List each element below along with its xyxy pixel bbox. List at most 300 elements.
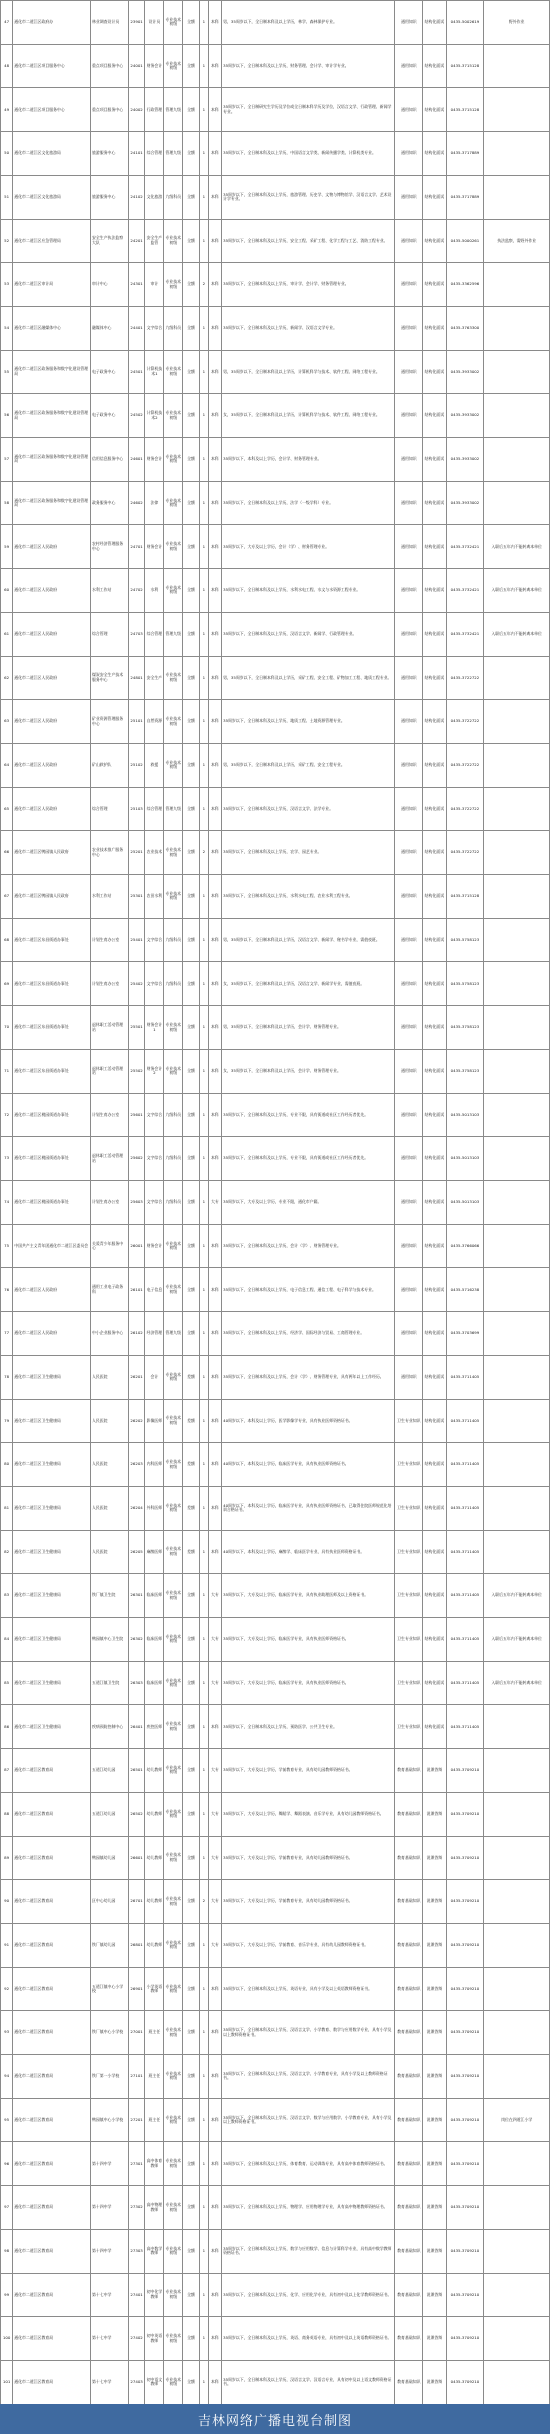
requirements-cell: 35周岁以下，全日制本科及以上学历，安全工程、采矿工程、化学工程与工艺、消防工程专业。 [222,219,395,263]
position-category-cell: 专业技术初级 [164,1399,183,1443]
position-dept-cell: 退休职工活动管理站 [91,1049,129,1093]
remarks-cell [484,962,550,1006]
requirements-cell: 35周岁以下，全日制本科及以上学历，财务管理、会计学、审计学专业。 [222,44,395,88]
unit-name-cell: 通化市二道江区东昌街道办事处 [13,962,91,1006]
funding-form-cell: 全额 [183,831,200,875]
funding-form-cell: 全额 [183,1618,200,1662]
requirements-cell: 35周岁以下，大专及以上学历，学前教育、音乐学专业，具有幼儿园教师资格证书。 [222,1923,395,1967]
table-row [1,1312,550,1356]
education-cell: 本科 [208,1443,221,1487]
row-number-cell: 79 [1,1399,13,1443]
position-dept-cell: 关爱青少年服务中心 [91,1224,129,1268]
exam-subject-cell: 通用知识 [395,612,423,656]
requirements-cell: 35周岁以下，大专及以上学历，会计（学）、财务管理专业。 [222,525,395,569]
position-dept-cell: 第十四中学 [91,2186,129,2230]
row-number-cell: 99 [1,2273,13,2317]
position-dept-cell: 重点项目服务中心 [91,44,129,88]
remarks-cell: 入职后五年内不能转离本单位 [484,569,550,613]
position-dept-cell: 审计中心 [91,263,129,307]
position-category-cell: 专业技术初级 [164,1443,183,1487]
exam-subject-cell: 教育基础知识 [395,1749,423,1793]
funding-form-cell: 全额 [183,962,200,1006]
funding-form-cell: 全额 [183,1705,200,1749]
position-dept-cell: 第十四中学 [91,2229,129,2273]
table-row [1,918,550,962]
interview-method-cell: 说课答辩 [423,1792,446,1836]
education-cell: 本科 [208,656,221,700]
row-number-cell: 77 [1,1312,13,1356]
position-type-cell: 临床医师 [145,1661,164,1705]
education-cell: 本科 [208,569,221,613]
funding-form-cell: 全额 [183,1836,200,1880]
position-type-cell: 幼儿教师 [145,1792,164,1836]
remarks-cell [484,2055,550,2099]
interview-method-cell: 说课答辩 [423,2011,446,2055]
table-row [1,612,550,656]
remarks-cell: 入职后五年内不能转离本单位 [484,1661,550,1705]
position-dept-cell: 退休职工活动管理站 [91,1006,129,1050]
exam-subject-cell: 通用知识 [395,787,423,831]
funding-form-cell: 全额 [183,1880,200,1924]
row-number-cell: 72 [1,1093,13,1137]
hire-count-cell: 1 [199,1836,208,1880]
hire-count-cell: 1 [199,569,208,613]
requirements-cell: 女，35周岁以下，全日制本科及以上学历，计算机科学与技术、软件工程、网络工程专业。 [222,394,395,438]
position-type-cell: 班主任 [145,2011,164,2055]
position-type-cell: 幼儿教师 [145,1923,164,1967]
unit-name-cell: 通化市二道江区文化旅游局 [13,132,91,176]
table-row [1,1355,550,1399]
requirements-cell: 35周岁以下，大专及以上学历，舞蹈学、舞蹈表演、音乐学专业，具有幼儿园教师资格证书。 [222,1792,395,1836]
requirements-cell: 35周岁以下，本科及以上学历，会计学、财务管理专业。 [222,438,395,482]
hire-count-cell: 1 [199,918,208,962]
remarks-cell [484,1180,550,1224]
contact-phone-cell: 0435-3709210 [446,2186,484,2230]
position-type-cell: 经济管理 [145,1312,164,1356]
position-dept-cell: 水利工作站 [91,569,129,613]
position-category-cell: 专业技术初级 [164,1049,183,1093]
contact-phone-cell: 0435-3711405 [446,1618,484,1662]
interview-method-cell: 结构化面试 [423,1224,446,1268]
table-row [1,1836,550,1880]
position-type-cell: 高中物理教师 [145,2186,164,2230]
interview-method-cell: 说课答辩 [423,2098,446,2142]
position-type-cell: 农田水利 [145,875,164,919]
position-type-cell: 文字综合 [145,1137,164,1181]
position-dept-cell: 铁厂镇中心小学校 [91,2011,129,2055]
contact-phone-cell: 0435-3722722 [446,700,484,744]
education-cell: 本科 [208,1399,221,1443]
hire-count-cell: 1 [199,1618,208,1662]
education-cell: 本科 [208,2360,221,2404]
row-number-cell: 55 [1,350,13,394]
position-dept-cell: 人民医院 [91,1443,129,1487]
unit-name-cell: 通化市二道江区人民政府 [13,612,91,656]
education-cell: 本科 [208,175,221,219]
table-row [1,525,550,569]
position-dept-cell: 鸭园镇中心卫生院 [91,1618,129,1662]
exam-subject-cell: 通用知识 [395,1137,423,1181]
row-number-cell: 96 [1,2142,13,2186]
row-number-cell: 62 [1,656,13,700]
exam-subject-cell: 通用知识 [395,132,423,176]
unit-name-cell: 通化市二道江区项目服务中心 [13,88,91,132]
hire-count-cell: 1 [199,2098,208,2142]
requirements-cell: 35周岁以下，全日制本科及以上学历，汉语言文学、汉语言专业，具有初中及以上语文教师资格证书。 [222,2360,395,2404]
remarks-cell [484,1792,550,1836]
hire-count-cell: 1 [199,700,208,744]
unit-name-cell: 通化市二道江区教育局 [13,2273,91,2317]
exam-subject-cell: 教育基础知识 [395,1923,423,1967]
table-row [1,1880,550,1924]
row-number-cell: 63 [1,700,13,744]
row-number-cell: 86 [1,1705,13,1749]
exam-subject-cell: 卫生专业知识 [395,1399,423,1443]
education-cell: 本科 [208,743,221,787]
requirements-cell: 35周岁以下，全日制本科及以上学历，专业不限，具有街道或社区工作经历者优先。 [222,1137,395,1181]
table-row [1,1661,550,1705]
position-type-cell: 行政管理 [145,88,164,132]
education-cell: 本科 [208,1049,221,1093]
row-number-cell: 93 [1,2011,13,2055]
funding-form-cell: 全额 [183,1093,200,1137]
remarks-cell [484,88,550,132]
remarks-cell [484,700,550,744]
row-number-cell: 65 [1,787,13,831]
row-number-cell: 73 [1,1137,13,1181]
remarks-cell [484,2273,550,2317]
remarks-cell: 入职后五年内不能转离本单位 [484,1574,550,1618]
position-type-cell: 安全生产 [145,656,164,700]
position-code-cell: 26203 [128,1443,145,1487]
funding-form-cell: 全额 [183,1137,200,1181]
table-row [1,1792,550,1836]
hire-count-cell: 1 [199,2360,208,2404]
table-row [1,1530,550,1574]
interview-method-cell: 结构化面试 [423,263,446,307]
contact-phone-cell: 0435-3709210 [446,2055,484,2099]
contact-phone-cell: 0435-3758123 [446,1049,484,1093]
exam-subject-cell: 卫生专业知识 [395,1618,423,1662]
exam-subject-cell: 教育基础知识 [395,2360,423,2404]
interview-method-cell: 说课答辩 [423,2186,446,2230]
position-type-cell: 影像医师 [145,1399,164,1443]
exam-subject-cell: 通用知识 [395,1180,423,1224]
exam-subject-cell: 教育基础知识 [395,2142,423,2186]
row-number-cell: 61 [1,612,13,656]
position-code-cell: 26601 [128,1836,145,1880]
row-number-cell: 101 [1,2360,13,2404]
education-cell: 大专 [208,1923,221,1967]
row-number-cell: 60 [1,569,13,613]
exam-subject-cell: 卫生专业知识 [395,1486,423,1530]
requirements-cell: 35周岁以下，大专及以上学历，临床医学专业，具有执业助理医师及以上资格证书。 [222,1574,395,1618]
interview-method-cell: 结构化面试 [423,1618,446,1662]
requirements-cell: 35周岁以下，全日制本科及以上学历，体育教育、运动训练专业，具有高中体育教师资格证书。 [222,2142,395,2186]
position-code-cell: 24601 [128,438,145,482]
education-cell: 本科 [208,1268,221,1312]
position-type-cell: 文化旅游 [145,175,164,219]
exam-subject-cell: 通用知识 [395,1312,423,1356]
requirements-cell: 35周岁以下，全日制本科及以上学历，经济学、国际经济与贸易、工商管理专业。 [222,1312,395,1356]
position-code-cell: 27401 [128,2273,145,2317]
unit-name-cell: 通化市二道江区政务服务和数字化建设管理局 [13,350,91,394]
position-type-cell: 电子信息 [145,1268,164,1312]
hire-count-cell: 1 [199,1312,208,1356]
education-cell: 本科 [208,2142,221,2186]
position-type-cell: 高中体育教师 [145,2142,164,2186]
position-dept-cell: 计划生育办公室 [91,1180,129,1224]
requirements-cell: 35周岁以下，全日制本科及以上学历，会计（学）、财务管理专业，具有两年以上工作经历。 [222,1355,395,1399]
position-dept-cell: 信用信息服务中心 [91,438,129,482]
funding-form-cell: 全额 [183,2142,200,2186]
exam-subject-cell: 通用知识 [395,1224,423,1268]
contact-phone-cell: 0435-3722722 [446,743,484,787]
requirements-cell: 40周岁以下，本科及以上学历，临床医学专业，具有执业医师资格证书，已取得住院医师规范化培训合格证书。 [222,1486,395,1530]
position-category-cell: 专业技术初级 [164,1574,183,1618]
education-cell: 本科 [208,44,221,88]
position-type-cell: 麻醉医师 [145,1530,164,1574]
row-number-cell: 94 [1,2055,13,2099]
interview-method-cell: 说课答辩 [423,2273,446,2317]
row-number-cell: 67 [1,875,13,919]
row-number-cell: 89 [1,1836,13,1880]
requirements-cell: 35周岁以下，全日制本科及以上学历，会计（学）、财务管理专业。 [222,1224,395,1268]
position-category-cell: 管理九级 [164,612,183,656]
position-type-cell: 初中英语教师 [145,2317,164,2361]
interview-method-cell: 结构化面试 [423,1486,446,1530]
position-type-cell: 计算机技术1 [145,350,164,394]
position-code-cell: 24401 [128,306,145,350]
position-dept-cell: 政务服务中心 [91,481,129,525]
unit-name-cell: 通化市二道江区卫生健康局 [13,1530,91,1574]
contact-phone-cell: 0435-3933002 [446,350,484,394]
position-dept-cell: 五道江镇中心小学校 [91,1967,129,2011]
hire-count-cell: 1 [199,1705,208,1749]
requirements-cell: 男，35周岁以下，全日制本科及以上学历，计算机科学与技术、软件工程、网络工程专业。 [222,350,395,394]
position-code-cell: 25103 [128,787,145,831]
education-cell: 本科 [208,1486,221,1530]
remarks-cell [484,875,550,919]
position-type-cell: 初中语文教师 [145,2360,164,2404]
requirements-cell: 40周岁以下，本科及以上学历，麻醉学、临床医学专业，具有执业医师资格证书。 [222,1530,395,1574]
exam-subject-cell: 教育基础知识 [395,1967,423,2011]
position-dept-cell: 五道江幼儿园 [91,1749,129,1793]
interview-method-cell: 结构化面试 [423,219,446,263]
position-category-cell: 九级科员 [164,1180,183,1224]
funding-form-cell: 差额 [183,1530,200,1574]
hire-count-cell: 1 [199,2186,208,2230]
position-category-cell: 专业技术初级 [164,1661,183,1705]
education-cell: 本科 [208,1224,221,1268]
hire-count-cell: 1 [199,1661,208,1705]
table-row [1,1093,550,1137]
table-row [1,1443,550,1487]
remarks-cell [484,44,550,88]
hire-count-cell: 1 [199,1530,208,1574]
education-cell: 本科 [208,875,221,919]
interview-method-cell: 说课答辩 [423,1923,446,1967]
remarks-cell [484,1443,550,1487]
exam-subject-cell: 卫生专业知识 [395,1574,423,1618]
exam-subject-cell: 通用知识 [395,656,423,700]
position-type-cell: 综合管理 [145,612,164,656]
contact-phone-cell: 0435-3709210 [446,1923,484,1967]
requirements-cell: 35周岁以下，全日制本科及以上学历，水利水电工程、水文与水资源工程专业。 [222,569,395,613]
contact-phone-cell: 0435-3732421 [446,525,484,569]
funding-form-cell: 全额 [183,2360,200,2404]
unit-name-cell: 通化市二道江区教育局 [13,1923,91,1967]
funding-form-cell: 全额 [183,1006,200,1050]
position-code-cell: 25201 [128,831,145,875]
contact-phone-cell: 0435-3703699 [446,1312,484,1356]
table-row [1,88,550,132]
position-code-cell: 25301 [128,875,145,919]
table-row [1,1705,550,1749]
contact-phone-cell: 0435-3709210 [446,2317,484,2361]
education-cell: 本科 [208,438,221,482]
footer-brand-text: 吉林网络广播电视台制图 [197,2412,352,2428]
exam-subject-cell: 通用知识 [395,175,423,219]
row-number-cell: 71 [1,1049,13,1093]
hire-count-cell: 1 [199,1049,208,1093]
hire-count-cell: 1 [199,2317,208,2361]
table-row [1,656,550,700]
position-category-cell: 专业技术初级 [164,656,183,700]
position-category-cell: 专业技术初级 [164,1006,183,1050]
interview-method-cell: 结构化面试 [423,831,446,875]
position-code-cell: 26204 [128,1486,145,1530]
interview-method-cell: 结构化面试 [423,481,446,525]
exam-subject-cell: 通用知识 [395,88,423,132]
exam-subject-cell: 通用知识 [395,1268,423,1312]
position-dept-cell: 安全生产执法监察大队 [91,219,129,263]
interview-method-cell: 结构化面试 [423,1180,446,1224]
remarks-cell [484,306,550,350]
funding-form-cell: 全额 [183,438,200,482]
hire-count-cell: 1 [199,1443,208,1487]
contact-phone-cell: 0435-3709210 [446,2142,484,2186]
hire-count-cell: 1 [199,1,208,45]
interview-method-cell: 结构化面试 [423,1355,446,1399]
requirements-cell: 35周岁以下，全日制本科及以上学历，汉语言文学、小学教育、数学与应用数学专业，具有小学及以上教师资格证书。 [222,2011,395,2055]
education-cell: 本科 [208,700,221,744]
table-row [1,175,550,219]
interview-method-cell: 结构化面试 [423,918,446,962]
position-code-cell: 25402 [128,962,145,1006]
exam-subject-cell: 通用知识 [395,438,423,482]
interview-method-cell: 结构化面试 [423,1661,446,1705]
position-category-cell: 九级科员 [164,1093,183,1137]
remarks-cell: 岗位在四道江小学 [484,2098,550,2142]
education-cell: 本科 [208,2317,221,2361]
unit-name-cell: 通化市二道江区卫生健康局 [13,1486,91,1530]
requirements-cell: 35周岁以下，大专及以上学历，临床医学专业，具有执业医师资格证书。 [222,1618,395,1662]
remarks-cell [484,1399,550,1443]
hire-count-cell: 1 [199,875,208,919]
contact-phone-cell: 0435-5000261 [446,219,484,263]
exam-subject-cell: 通用知识 [395,875,423,919]
contact-phone-cell: 0435-3763300 [446,306,484,350]
position-code-cell: 24501 [128,350,145,394]
funding-form-cell: 全额 [183,656,200,700]
education-cell: 本科 [208,2229,221,2273]
requirements-cell: 35周岁以下，大专及以上学历，专业不限，通化市户籍。 [222,1180,395,1224]
remarks-cell [484,2229,550,2273]
unit-name-cell: 通化市二道江区教育局 [13,2055,91,2099]
position-category-cell: 专业技术初级 [164,1530,183,1574]
hire-count-cell: 1 [199,394,208,438]
education-cell: 本科 [208,2273,221,2317]
education-cell: 本科 [208,132,221,176]
position-dept-cell: 区中心幼儿园 [91,1880,129,1924]
exam-subject-cell: 通用知识 [395,569,423,613]
funding-form-cell: 全额 [183,1312,200,1356]
requirements-cell: 35周岁以下，全日制本科及以上学历，审计学、会计学、财务管理专业。 [222,263,395,307]
unit-name-cell: 通化市二道江区应急管理局 [13,219,91,263]
row-number-cell: 80 [1,1443,13,1487]
position-code-cell: 25502 [128,1049,145,1093]
remarks-cell [484,918,550,962]
contact-phone-cell: 0435-3709210 [446,1836,484,1880]
hire-count-cell: 1 [199,525,208,569]
funding-form-cell: 全额 [183,2186,200,2230]
contact-phone-cell: 0435-3933002 [446,438,484,482]
position-category-cell: 九级科员 [164,962,183,1006]
funding-form-cell: 全额 [183,1049,200,1093]
position-category-cell: 专业技术初级 [164,394,183,438]
contact-phone-cell: 0435-5716238 [446,1268,484,1312]
contact-phone-cell: 0435-3711405 [446,1355,484,1399]
interview-method-cell: 说课答辩 [423,1880,446,1924]
contact-phone-cell: 0435-3711405 [446,1399,484,1443]
position-code-cell: 26201 [128,1355,145,1399]
exam-subject-cell: 通用知识 [395,219,423,263]
remarks-cell [484,1705,550,1749]
position-type-cell: 幼儿教师 [145,1749,164,1793]
table-row [1,2055,550,2099]
remarks-cell [484,1880,550,1924]
table-row [1,569,550,613]
position-category-cell: 专业技术初级 [164,569,183,613]
table-row [1,1,550,45]
funding-form-cell: 全额 [183,88,200,132]
requirements-cell: 35周岁以下，大专及以上学历，学前教育专业，具有幼儿园教师资格证书。 [222,1880,395,1924]
row-number-cell: 74 [1,1180,13,1224]
table-row [1,438,550,482]
position-code-cell: 27302 [128,2186,145,2230]
table-row [1,132,550,176]
row-number-cell: 58 [1,481,13,525]
position-type-cell: 文字综合 [145,306,164,350]
funding-form-cell: 全额 [183,1224,200,1268]
position-type-cell: 会计 [145,1355,164,1399]
funding-form-cell: 全额 [183,1,200,45]
unit-name-cell: 通化市二道江区教育局 [13,1749,91,1793]
position-type-cell: 临床医师 [145,1574,164,1618]
table-row [1,306,550,350]
position-dept-cell: 煤炭安全生产技术服务中心 [91,656,129,700]
position-dept-cell: 人民医院 [91,1530,129,1574]
unit-name-cell: 通化市二道江区教育局 [13,2098,91,2142]
funding-form-cell: 全额 [183,1923,200,1967]
position-category-cell: 专业技术初级 [164,2229,183,2273]
row-number-cell: 66 [1,831,13,875]
position-category-cell: 九级科员 [164,175,183,219]
position-type-cell: 农业技术 [145,831,164,875]
position-dept-cell: 水利工作站 [91,875,129,919]
position-type-cell: 班主任 [145,2055,164,2099]
